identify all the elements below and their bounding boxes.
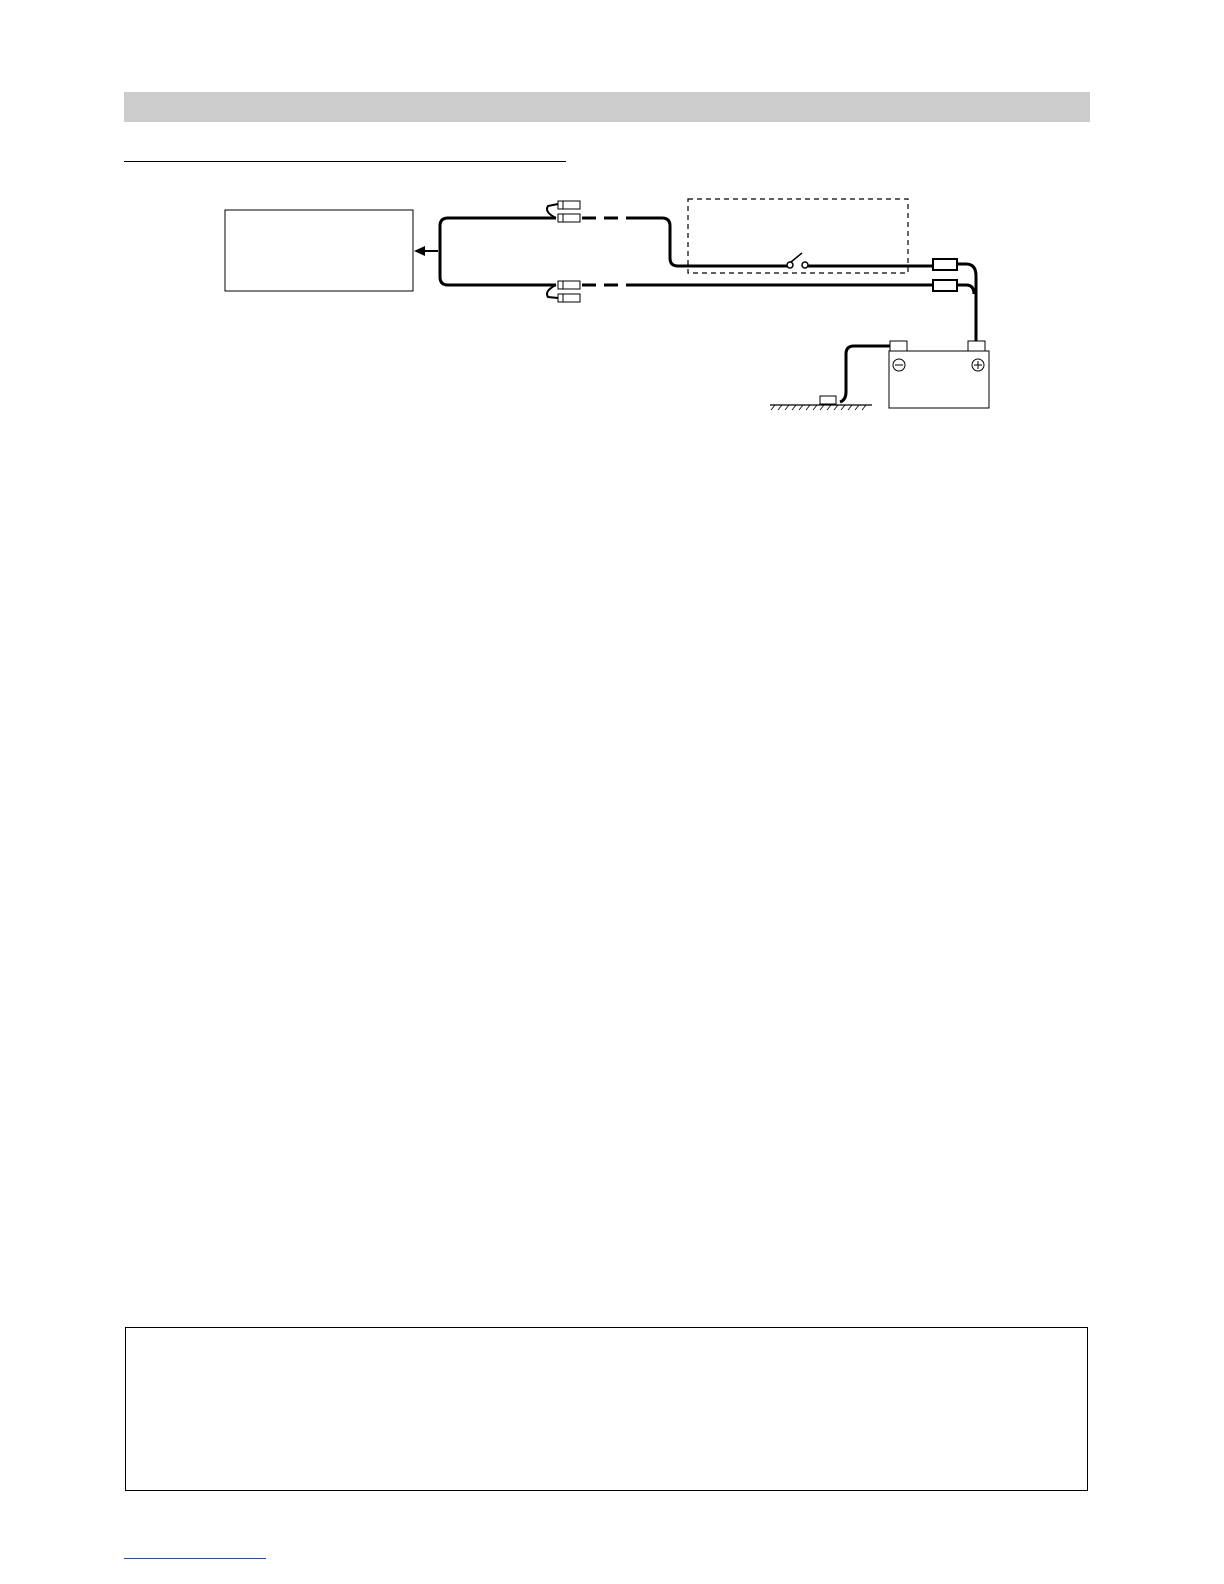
ground-wire bbox=[840, 346, 890, 402]
ground-icon bbox=[770, 396, 872, 410]
wiring-diagram bbox=[0, 0, 1224, 440]
switched-wire bbox=[636, 218, 933, 266]
footer-link-rule bbox=[124, 1558, 266, 1559]
fuse-lower bbox=[933, 280, 957, 291]
unit-box bbox=[225, 210, 413, 291]
arrow-icon bbox=[414, 246, 438, 256]
battery-terminal-negative bbox=[890, 341, 907, 351]
fuse-upper bbox=[933, 259, 957, 270]
note-box bbox=[125, 1327, 1088, 1491]
ignition-switch-icon bbox=[787, 253, 808, 268]
battery-terminal-positive bbox=[968, 341, 985, 351]
fuse-to-battery-wire bbox=[957, 264, 976, 343]
harness-wire bbox=[440, 218, 556, 285]
battery bbox=[889, 341, 989, 408]
ignition-area-box bbox=[688, 199, 908, 273]
